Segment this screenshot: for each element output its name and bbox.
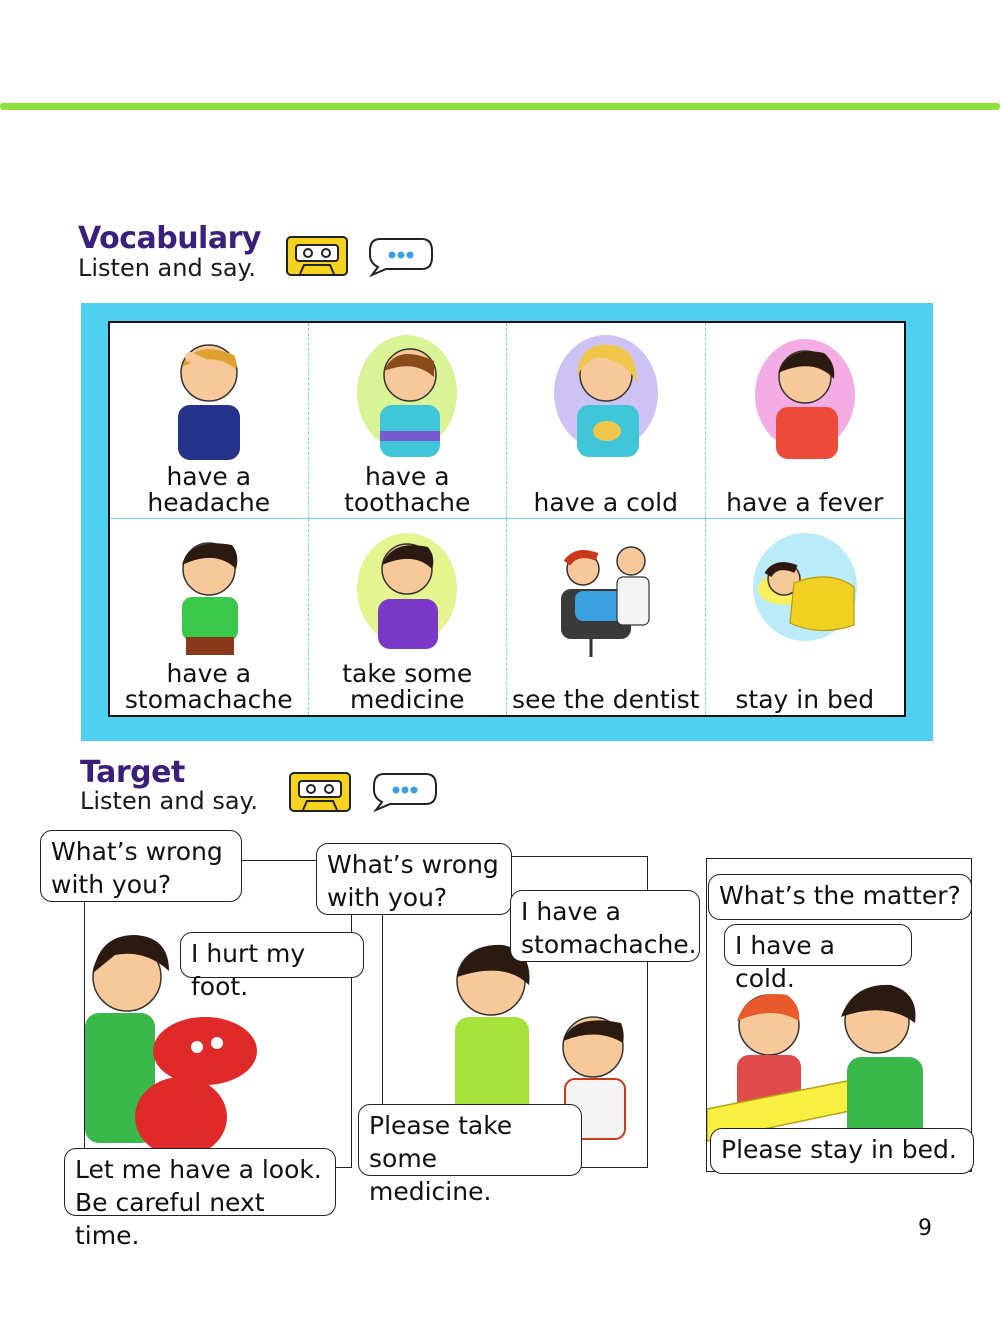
top-green-rule bbox=[0, 103, 1000, 110]
stomachache-illustration bbox=[154, 529, 264, 659]
page-number: 9 bbox=[918, 1216, 932, 1241]
vocab-label-fever: have a fever bbox=[726, 488, 884, 517]
panel-2-response-bubble: Please take some medicine. bbox=[358, 1104, 582, 1176]
vocab-label-toothache: have a toothache bbox=[344, 462, 471, 517]
vocab-label-dentist: see the dentist bbox=[512, 685, 700, 714]
headache-illustration bbox=[154, 333, 264, 463]
panel-3-question-bubble: What’s the matter? bbox=[708, 874, 972, 920]
dentist-illustration bbox=[551, 529, 661, 659]
panel-3-response-bubble: Please stay in bed. bbox=[710, 1128, 974, 1174]
vocab-label-medicine: take some medicine bbox=[342, 659, 473, 714]
vocabulary-subtitle: Listen and say. bbox=[78, 254, 256, 282]
vocab-label-stomachache: have a stomachache bbox=[124, 659, 293, 714]
panel-1-question-bubble: What’s wrong with you? bbox=[40, 830, 242, 902]
target-title: Target bbox=[80, 755, 185, 790]
vocab-label-headache: have a headache bbox=[147, 462, 271, 517]
vocab-card-stomachache bbox=[110, 519, 309, 715]
cassette-icon[interactable] bbox=[286, 236, 348, 276]
vocab-card-bed bbox=[706, 519, 905, 715]
vocab-card-fever bbox=[706, 323, 905, 519]
cassette-icon[interactable] bbox=[289, 772, 351, 812]
panel-1-response-bubble: Let me have a look. Be careful next time. bbox=[64, 1148, 336, 1216]
medicine-illustration bbox=[352, 529, 462, 659]
vocab-card-medicine bbox=[309, 519, 508, 715]
bed-illustration bbox=[750, 529, 860, 659]
target-subtitle: Listen and say. bbox=[80, 787, 258, 815]
vocabulary-title: Vocabulary bbox=[78, 221, 261, 256]
vocab-label-bed: stay in bed bbox=[735, 685, 875, 714]
vocab-card-toothache bbox=[309, 323, 508, 519]
speech-bubble-icon[interactable] bbox=[366, 235, 434, 277]
panel-2-question-bubble: What’s wrong with you? bbox=[316, 843, 512, 915]
speech-bubble-icon[interactable] bbox=[370, 770, 438, 812]
cold-illustration bbox=[551, 333, 661, 463]
panel-3-answer-bubble: I have a cold. bbox=[724, 924, 912, 966]
vocab-card-cold bbox=[507, 323, 706, 519]
vocab-card-headache bbox=[110, 323, 309, 519]
vocab-card-dentist bbox=[507, 519, 706, 715]
fever-illustration bbox=[750, 333, 860, 463]
vocab-label-cold: have a cold bbox=[533, 488, 678, 517]
comic-panel-1 bbox=[84, 860, 352, 1168]
panel-2-answer-bubble: I have a stomachache. bbox=[510, 890, 700, 962]
panel-1-answer-bubble: I hurt my foot. bbox=[180, 932, 364, 978]
vocabulary-grid bbox=[108, 321, 906, 717]
toothache-illustration bbox=[352, 333, 462, 463]
